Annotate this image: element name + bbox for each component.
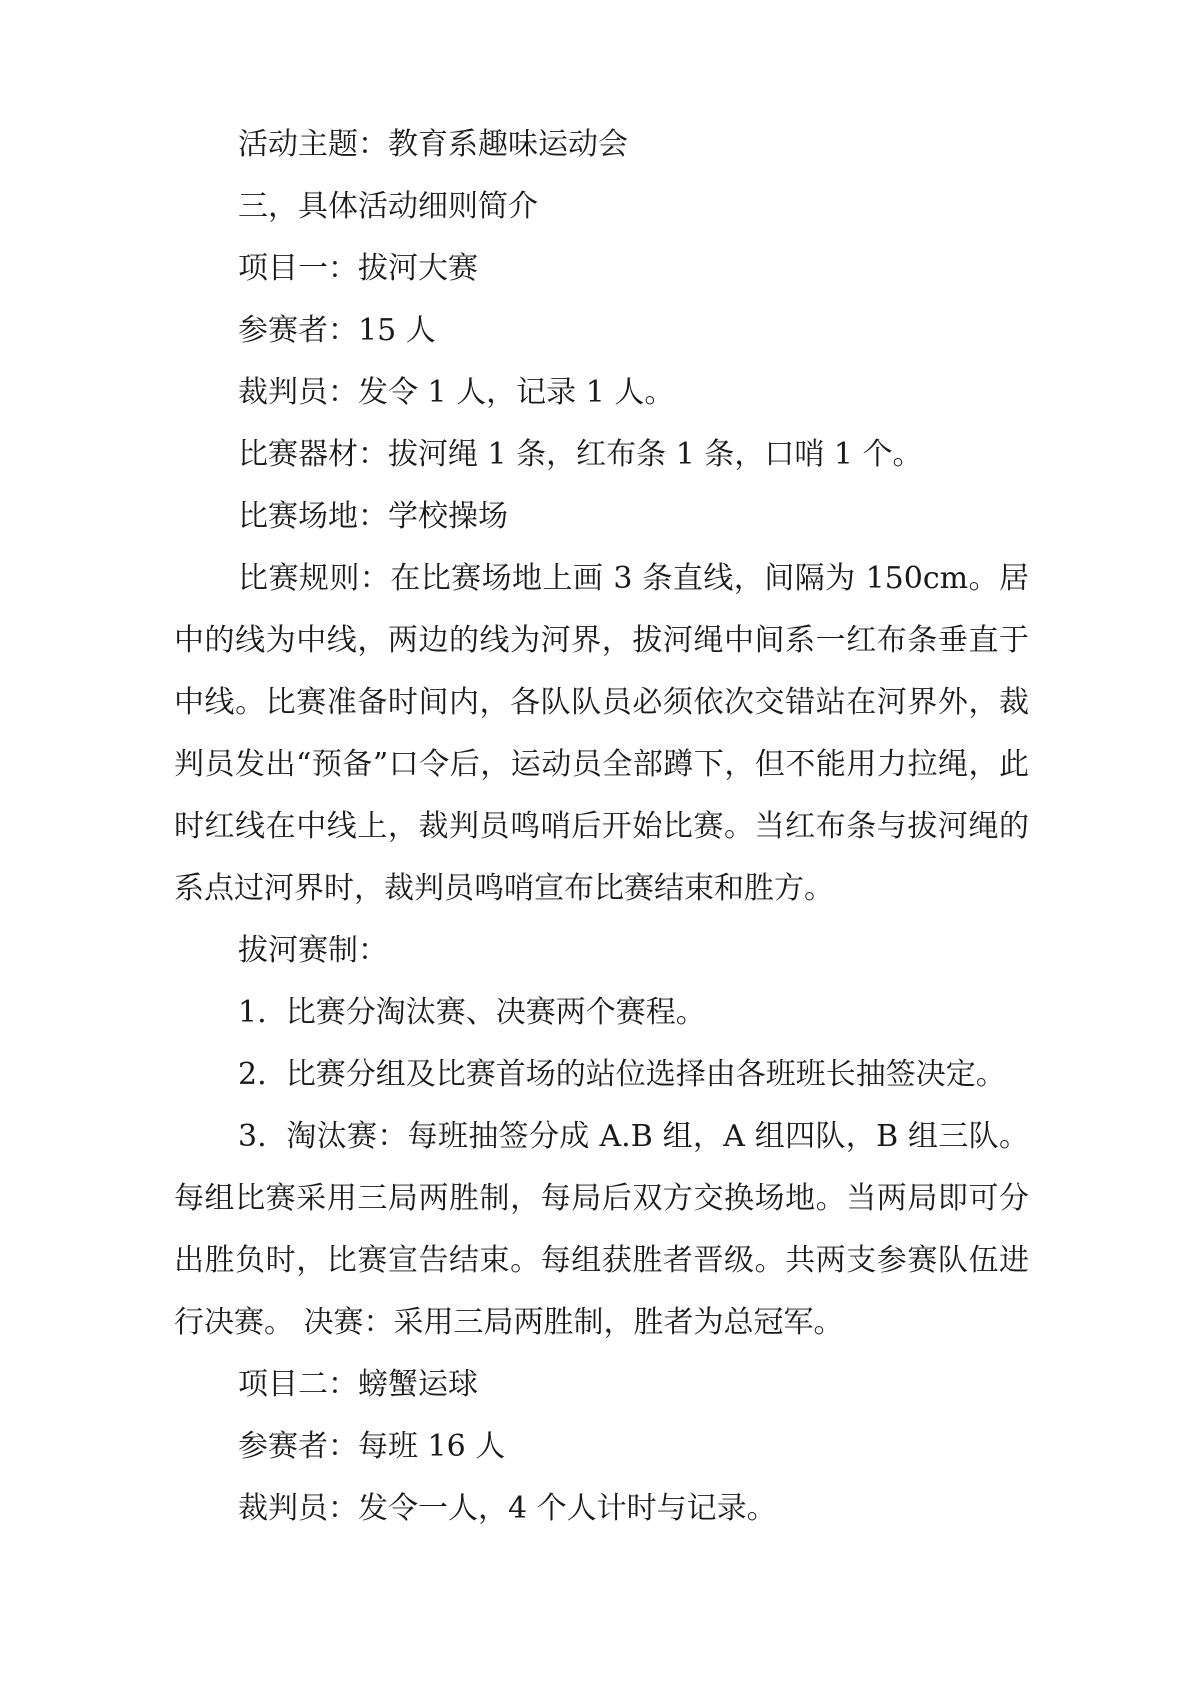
- item-one-equipment: 比赛器材：拔河绳 1 条，红布条 1 条，口哨 1 个。: [238, 437, 923, 472]
- item-two-referees: 裁判员：发令一人，4 个人计时与记录。: [238, 1491, 777, 1526]
- tug-of-war-format-heading: 拔河赛制：: [238, 933, 388, 968]
- format-point-1: 1. 比赛分淘汰赛、决赛两个赛程。: [238, 995, 706, 1030]
- item-two-participants: 参赛者：每班 16 人: [238, 1429, 506, 1464]
- item-one-title: 项目一：拔河大赛: [238, 251, 478, 286]
- item-one-participants: 参赛者：15 人: [238, 313, 436, 348]
- item-two-title: 项目二：螃蟹运球: [238, 1367, 478, 1402]
- section-heading: 三，具体活动细则简介: [238, 189, 538, 224]
- document-body: [174, 114, 1029, 1540]
- paragraph-theme: 活动主题：教育系趣味运动会: [238, 127, 628, 162]
- format-point-3: 3. 淘汰赛：每班抽签分成 A.B 组，A 组四队，B 组三队。每组比赛采用三局两胜制，每局后双方交换场地。当两局即可分出胜负时，比赛宣告结束。每组获胜者晋级。共两支参赛队伍进行决赛。 决赛：采用三局两胜制，胜者为总冠军。: [174, 1119, 1029, 1340]
- item-one-referees: 裁判员：发令 1 人，记录 1 人。: [238, 375, 675, 410]
- item-one-venue: 比赛场地：学校操场: [238, 499, 508, 534]
- item-one-rules: 比赛规则：在比赛场地上画 3 条直线，间隔为 150cm。居中的线为中线，两边的线为河界，拔河绳中间系一红布条垂直于中线。比赛准备时间内，各队队员必须依次交错站在河界外，裁判员发出“预备”口令后，运动员全部蹲下，但不能用力拉绳，此时红线在中线上，裁判员鸣哨后开始比赛。当红布条与拔河绳的系点过河界时，裁判员鸣哨宣布比赛结束和胜方。: [174, 561, 1029, 906]
- format-point-2: 2. 比赛分组及比赛首场的站位选择由各班班长抽签决定。: [238, 1057, 1006, 1092]
